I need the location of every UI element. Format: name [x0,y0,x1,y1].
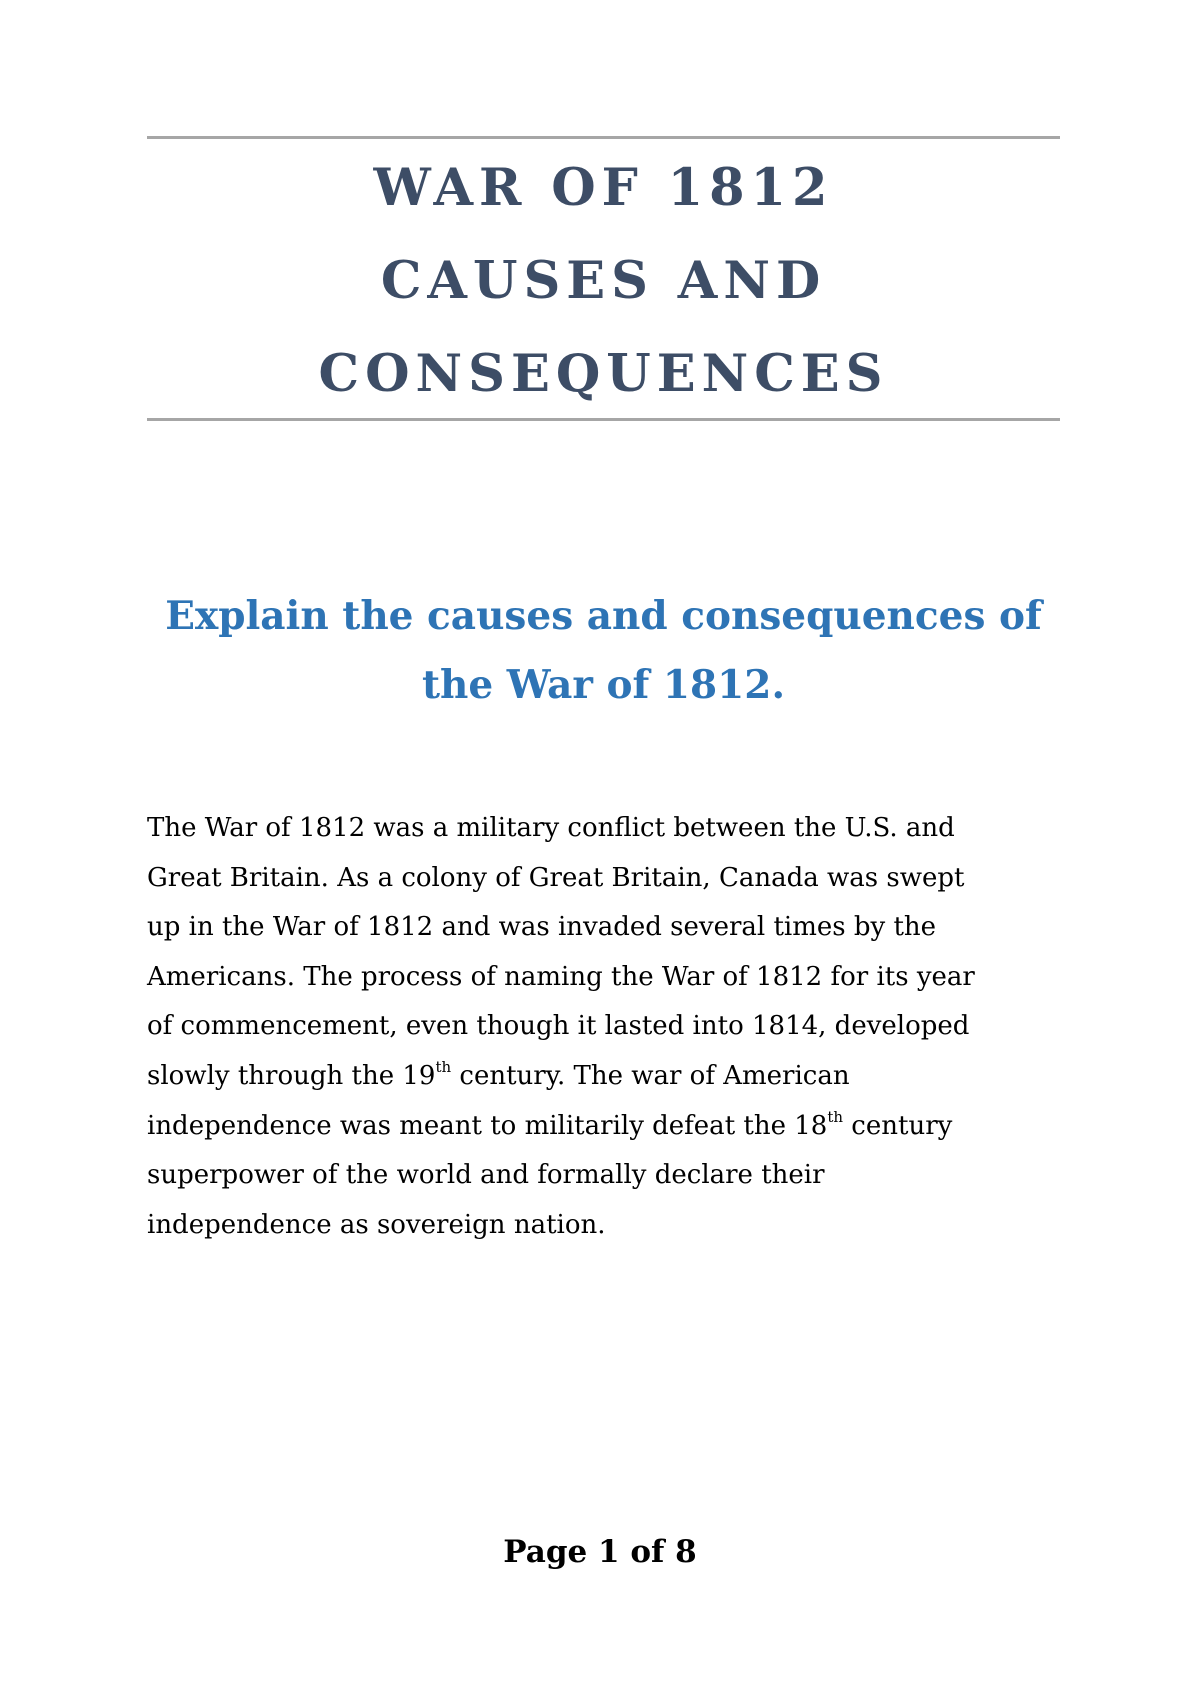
body-line: superpower of the world and formally declare their [147,1160,825,1191]
body-line: independence as sovereign nation. [147,1209,606,1240]
body-line: Americans. The process of naming the War of 1812 for its year [147,961,975,992]
superscript: th [435,1058,452,1077]
body-line [147,1052,1060,1102]
body-text-run: century. The war of American [451,1060,850,1091]
body-text-run: slowly through the 19 [147,1060,436,1091]
body-line [147,1102,1060,1152]
title-top-rule [147,136,1060,139]
body-text-run: independence was meant to militarily defeat the 18 [147,1110,828,1141]
title-line: CONSEQUENCES [318,344,889,404]
title-bottom-rule [147,418,1060,421]
title-line: CAUSES AND [380,251,827,311]
question-line: Explain the causes and consequences of [165,593,1042,639]
question-line: the War of 1812. [421,662,786,708]
body-line: The War of 1812 was a military conflict between the U.S. and [147,813,955,843]
body-text-run: century [843,1110,953,1141]
question-heading [147,582,1060,720]
document-title [147,142,1060,421]
body-line: Great Britain. As a colony of Great Britain, Canada was swept [147,862,965,893]
body-paragraph [147,804,1060,1250]
body-line: of commencement, even though it lasted into 1814, developed [147,1011,970,1042]
title-line: WAR OF 1812 [373,158,834,218]
body-line: up in the War of 1812 and was invaded several times by the [147,912,937,943]
superscript: th [827,1107,844,1126]
page-footer: Page 1 of 8 [503,1534,697,1570]
